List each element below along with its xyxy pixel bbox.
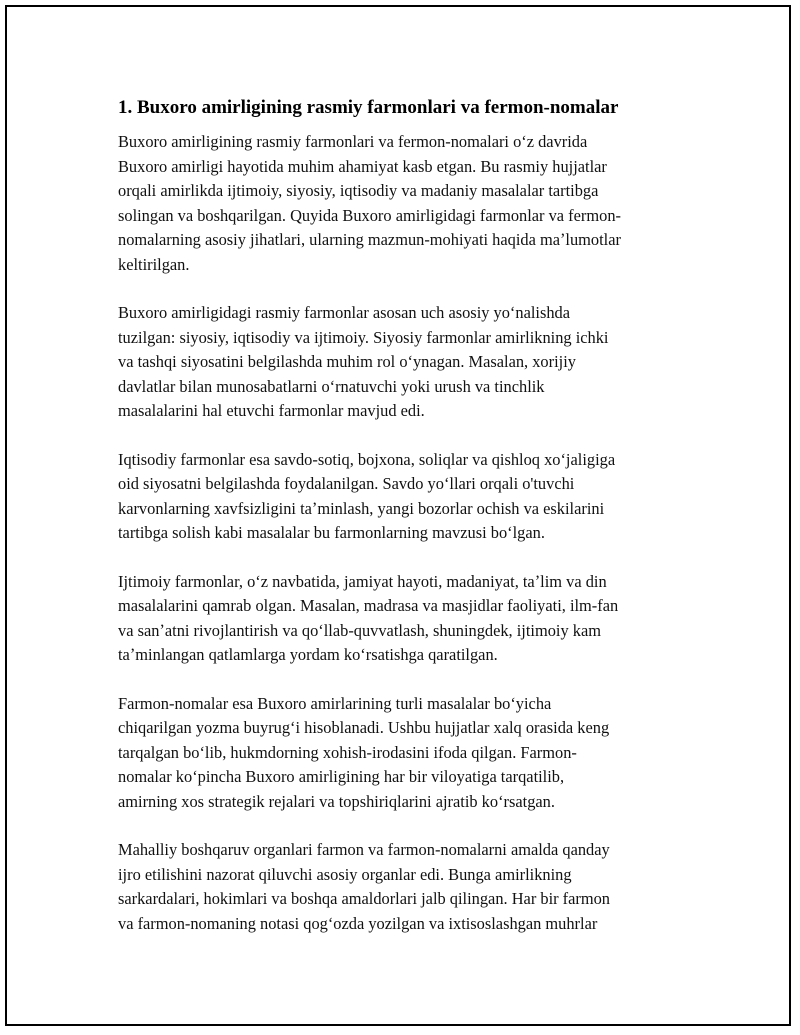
text-line: chiqarilgan yozma buyrugʻi hisoblanadi. Ushbu hujjatlar xalq orasida keng bbox=[118, 718, 610, 737]
text-line: Mahalliy boshqaruv organlari farmon va farmon-nomalarni amalda qanday bbox=[118, 840, 610, 859]
text-line: nomalarning asosiy jihatlari, ularning mazmun-mohiyati haqida maʼlumotlar bbox=[118, 230, 621, 249]
paragraph-2 bbox=[118, 301, 688, 424]
text-line: va farmon-nomaning notasi qogʻozda yozilgan va ixtisoslashgan muhrlar bbox=[118, 913, 598, 933]
text-line: Buxoro amirligidagi rasmiy farmonlar asosan uch asosiy yoʻnalishda bbox=[118, 303, 571, 322]
text-line: orqali amirlikda ijtimoiy, siyosiy, iqtisodiy va madaniy masalalar tartibga bbox=[118, 181, 599, 200]
text-line: masalalarini qamrab olgan. Masalan, madrasa va masjidlar faoliyati, ilm-fan bbox=[118, 596, 619, 615]
text-line: taʼminlangan qatlamlarga yordam koʻrsatishga qaratilgan. bbox=[118, 645, 498, 664]
text-line: Iqtisodiy farmonlar esa savdo-sotiq, bojxona, soliqlar va qishloq xoʻjaligiga bbox=[118, 449, 616, 469]
text-line: ijro etilishini nazorat qiluvchi asosiy organlar edi. Bunga amirlikning bbox=[118, 864, 572, 884]
paragraph-3 bbox=[118, 448, 688, 546]
text-line: sarkardalari, hokimlari va boshqa amaldorlari jalb qilingan. Har bir farmon bbox=[118, 889, 611, 908]
text-line: va tashqi siyosatini belgilashda muhim rol oʻynagan. Masalan, xorijiy bbox=[118, 352, 576, 371]
text-line: karvonlarning xavfsizligini taʼminlash, yangi bozorlar ochish va eskilarini bbox=[118, 498, 605, 518]
text-line: solingan va boshqarilgan. Quyida Buxoro amirligidagi farmonlar va fermon- bbox=[118, 205, 621, 225]
paragraph-6 bbox=[118, 838, 688, 936]
text-line: amirning xos strategik rejalari va topshiriqlarini ajratib koʻrsatgan. bbox=[118, 791, 555, 811]
text-line: Buxoro amirligining rasmiy farmonlari va fermon-nomalari oʻz davrida bbox=[118, 132, 588, 151]
paragraph-4 bbox=[118, 570, 688, 668]
paragraph-1 bbox=[118, 130, 688, 277]
text-line: masalalarini hal etuvchi farmonlar mavjud edi. bbox=[118, 401, 425, 420]
text-line: davlatlar bilan munosabatlarni oʻrnatuvchi yoki urush va tinchlik bbox=[118, 376, 545, 396]
section-heading: 1. Buxoro amirligining rasmiy farmonlari va fermon-nomalar bbox=[118, 97, 619, 118]
text-line: Farmon-nomalar esa Buxoro amirlarining turli masalalar boʻyicha bbox=[118, 693, 552, 713]
text-line: nomalar koʻpincha Buxoro amirligining har bir viloyatiga tarqatilib, bbox=[118, 767, 565, 786]
text-line: va sanʼatni rivojlantirish va qoʻllab-quvvatlash, shuningdek, ijtimoiy kam bbox=[118, 620, 601, 640]
text-line: tarqalgan boʻlib, hukmdorning xohish-irodasini ifoda qilgan. Farmon- bbox=[118, 742, 577, 762]
text-line: tuzilgan: siyosiy, iqtisodiy va ijtimoiy. Siyosiy farmonlar amirlikning ichki bbox=[118, 327, 609, 347]
text-line: Buxoro amirligi hayotida muhim ahamiyat kasb etgan. Bu rasmiy hujjatlar bbox=[118, 156, 607, 176]
text-line: tartibga solish kabi masalalar bu farmonlarning mavzusi boʻlgan. bbox=[118, 523, 545, 542]
text-line: Ijtimoiy farmonlar, oʻz navbatida, jamiyat hayoti, madaniyat, taʼlim va din bbox=[118, 571, 607, 591]
paragraph-5 bbox=[118, 692, 688, 815]
text-line: keltirilgan. bbox=[118, 254, 190, 274]
document-body bbox=[118, 96, 688, 960]
text-line: oid siyosatni belgilashda foydalanilgan. Savdo yoʻllari orqali o'tuvchi bbox=[118, 474, 575, 493]
